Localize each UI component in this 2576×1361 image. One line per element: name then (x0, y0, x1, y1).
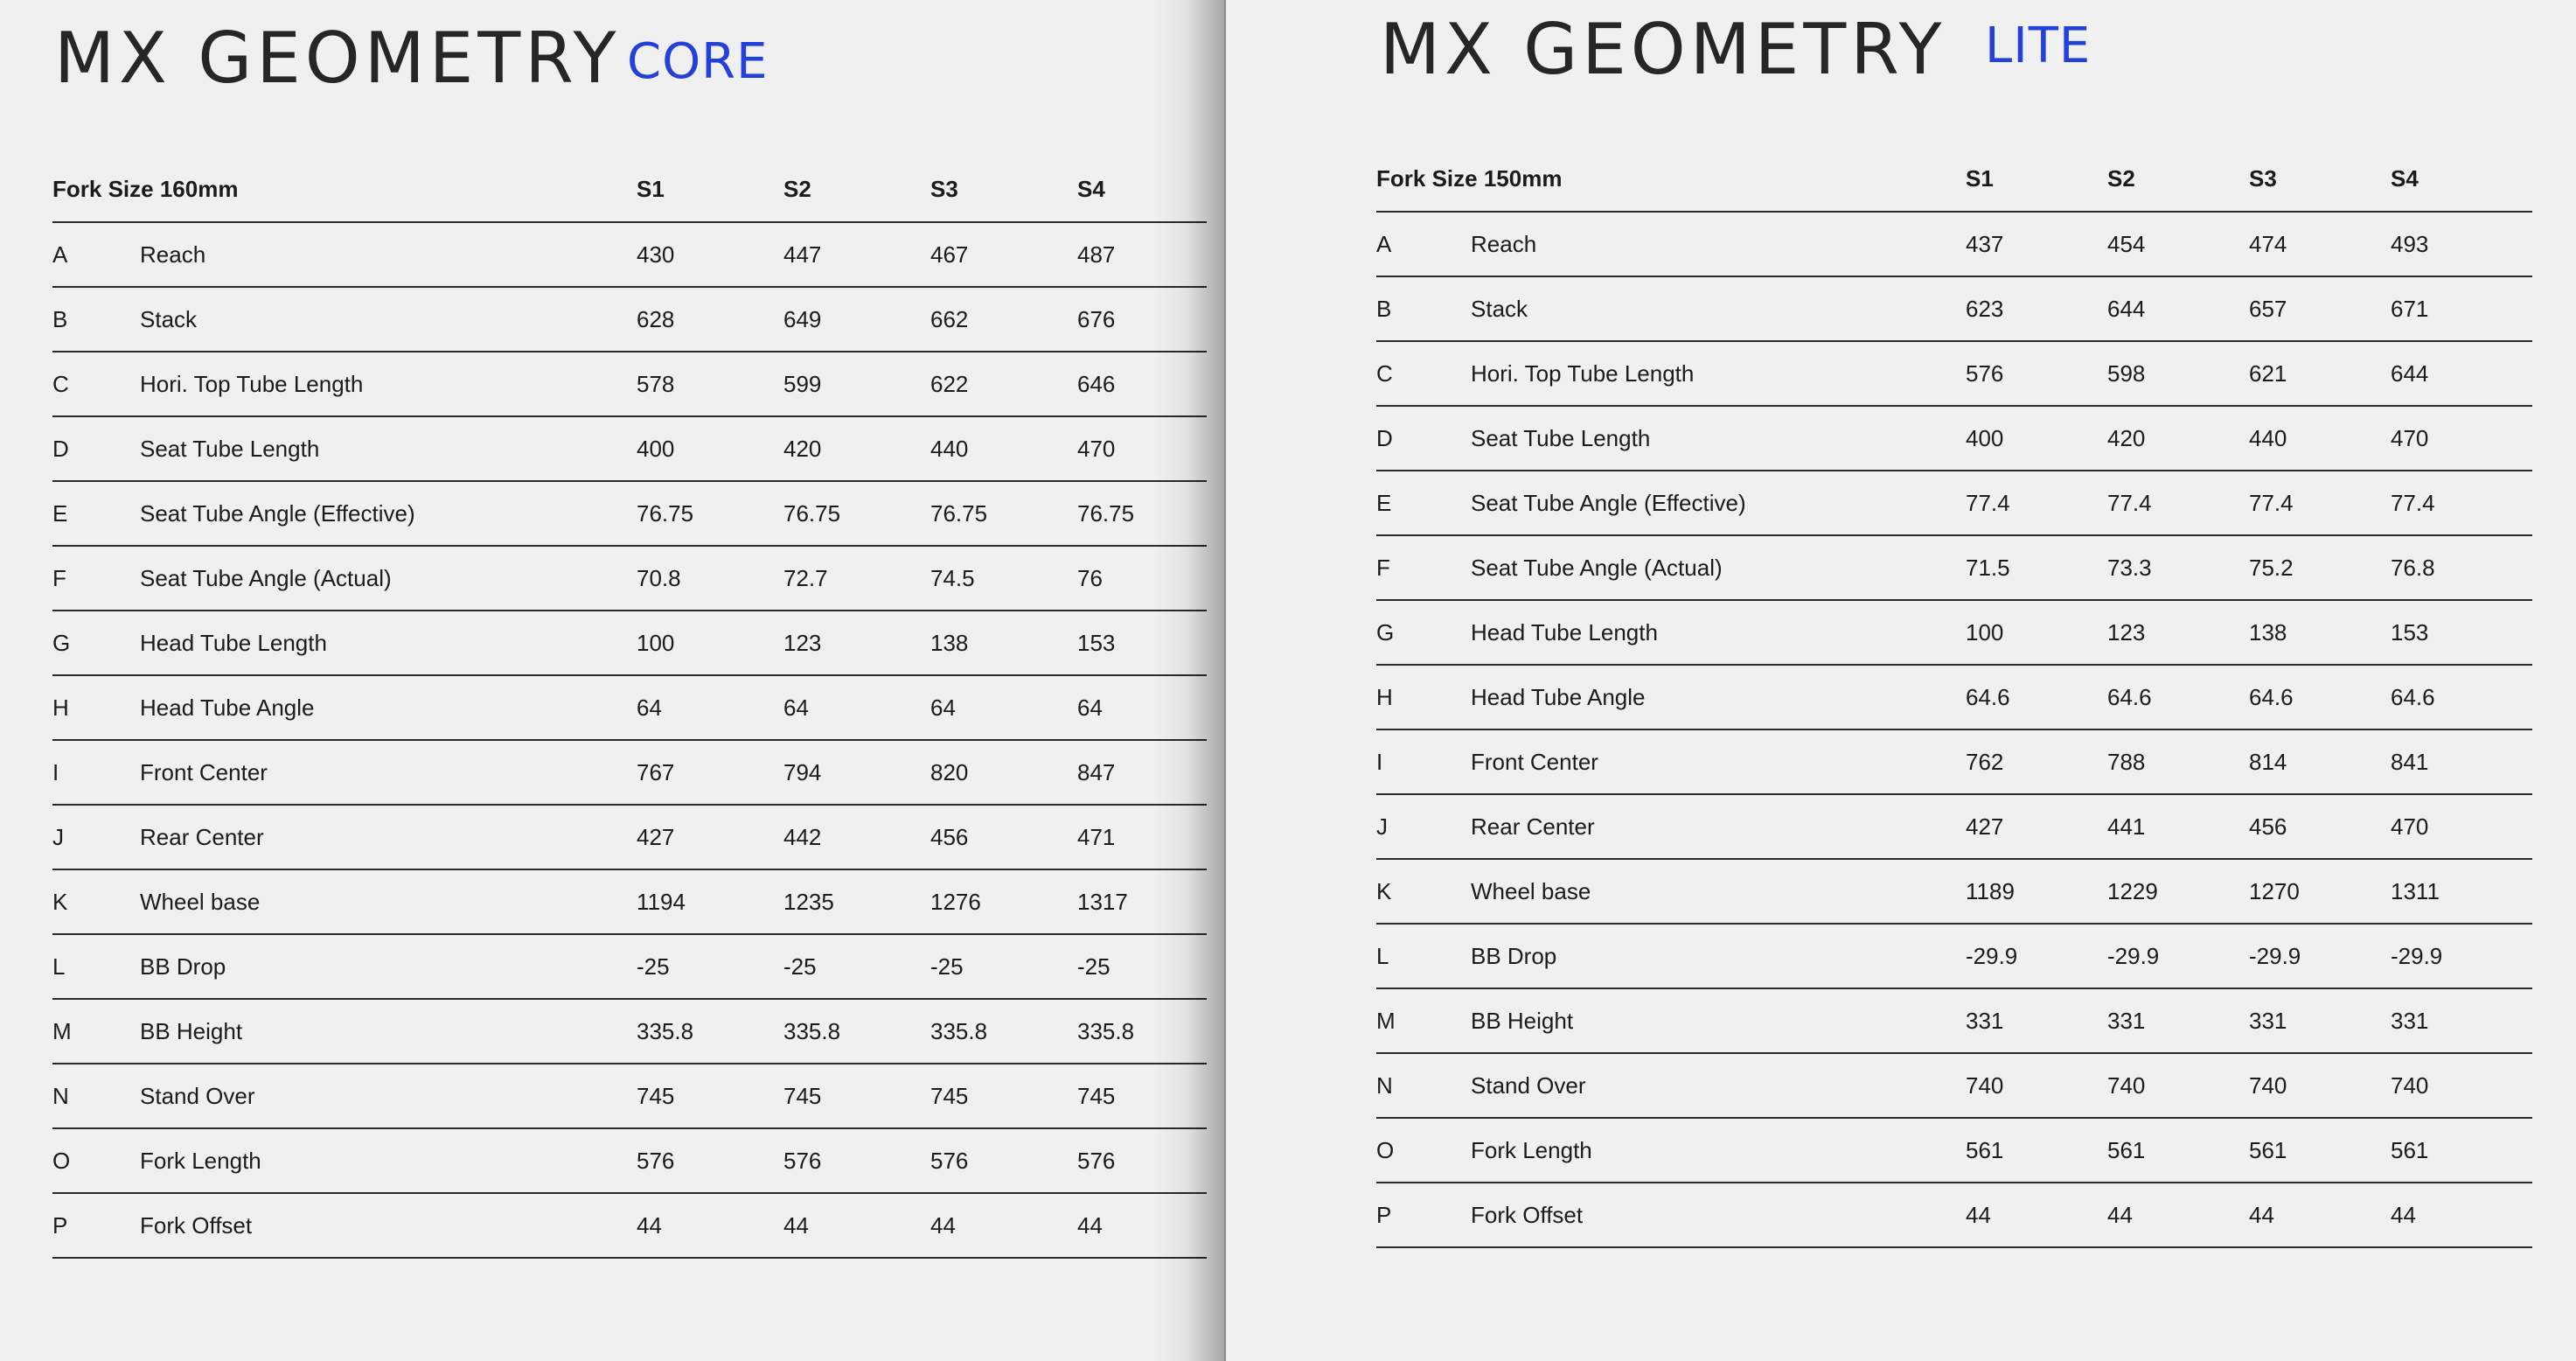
value-s3: 440 (2249, 424, 2287, 451)
value-s3: -29.9 (2249, 942, 2301, 969)
value-s3: 662 (930, 305, 969, 332)
value-s4: -25 (1077, 953, 1110, 980)
core-title-subtitle: CORE (627, 33, 769, 90)
value-s1: 561 (1966, 1136, 2004, 1163)
row-letter: L (52, 953, 66, 980)
row-letter: I (1376, 748, 1383, 775)
value-s4: 331 (2391, 1007, 2429, 1034)
table-row (52, 934, 1207, 999)
value-s3: 440 (930, 435, 969, 462)
lite-title-subtitle: LITE (1985, 17, 2092, 74)
row-letter: D (52, 435, 69, 462)
value-s2: 576 (783, 1147, 822, 1174)
value-s2: 745 (783, 1082, 822, 1109)
value-s2: 64 (783, 694, 809, 721)
row-letter: C (52, 370, 69, 397)
size-header-s2: S2 (783, 176, 811, 202)
value-s2: 598 (2107, 359, 2146, 387)
table-row (52, 1128, 1207, 1193)
row-letter: F (1376, 554, 1390, 581)
value-s4: 676 (1077, 305, 1116, 332)
value-s2: 77.4 (2107, 489, 2152, 516)
value-s2: 72.7 (783, 564, 828, 591)
table-row (1376, 859, 2532, 924)
value-s2: 599 (783, 370, 822, 397)
value-s4: 1317 (1077, 888, 1128, 915)
row-label: Fork Length (140, 1147, 261, 1174)
value-s2: 788 (2107, 748, 2146, 775)
value-s3: 820 (930, 758, 969, 785)
value-s4: 153 (2391, 618, 2429, 646)
row-label: Rear Center (1471, 813, 1595, 840)
core-title-main: MX GEOMETRY (54, 17, 621, 99)
row-letter: E (1376, 489, 1392, 516)
size-header-s4: S4 (1077, 176, 1105, 202)
value-s2: 64.6 (2107, 683, 2152, 710)
table-row (1376, 988, 2532, 1053)
table-row (1376, 1183, 2532, 1247)
table-row (1376, 1053, 2532, 1118)
value-s4: 671 (2391, 295, 2429, 322)
value-s1: 100 (637, 629, 675, 656)
value-s2: 649 (783, 305, 822, 332)
value-s2: 335.8 (783, 1017, 841, 1044)
value-s2: 123 (2107, 618, 2146, 646)
value-s2: -25 (783, 953, 817, 980)
size-header-s1: S1 (1966, 165, 1994, 192)
row-label: Head Tube Angle (1471, 683, 1646, 710)
row-label: BB Height (140, 1017, 243, 1044)
value-s1: 576 (637, 1147, 675, 1174)
value-s1: 762 (1966, 748, 2004, 775)
page-fold-shadow (1152, 0, 1224, 1361)
value-s1: 623 (1966, 295, 2004, 322)
table-row (1376, 406, 2532, 471)
value-s2: 1229 (2107, 877, 2158, 904)
value-s3: 74.5 (930, 564, 975, 591)
row-letter: D (1376, 424, 1393, 451)
row-label: Fork Offset (1471, 1201, 1584, 1228)
row-label: Fork Length (1471, 1136, 1592, 1163)
value-s4: 1311 (2391, 877, 2440, 904)
table-row (1376, 729, 2532, 794)
row-letter: C (1376, 359, 1393, 387)
size-header-s4: S4 (2391, 165, 2419, 192)
row-label: Stand Over (1471, 1071, 1586, 1099)
row-letter: A (52, 241, 68, 268)
value-s4: 64 (1077, 694, 1103, 721)
table-row (1376, 794, 2532, 859)
value-s4: 335.8 (1077, 1017, 1135, 1044)
row-letter: N (1376, 1071, 1393, 1099)
value-s3: 456 (930, 823, 969, 850)
row-letter: H (1376, 683, 1393, 710)
row-letter: A (1376, 230, 1392, 257)
value-s4: 44 (2391, 1201, 2416, 1228)
row-label: Hori. Top Tube Length (1471, 359, 1695, 387)
table-row (52, 999, 1207, 1064)
value-s4: 470 (1077, 435, 1116, 462)
table-row (1376, 212, 2532, 276)
value-s3: 622 (930, 370, 969, 397)
value-s3: 138 (930, 629, 969, 656)
size-header-s1: S1 (637, 176, 665, 202)
row-letter: H (52, 694, 69, 721)
value-s1: 437 (1966, 230, 2004, 257)
row-label: Head Tube Length (140, 629, 327, 656)
value-s2: 44 (783, 1211, 809, 1239)
size-header-s3: S3 (2249, 165, 2277, 192)
table-row (1376, 535, 2532, 600)
table-row (1376, 1118, 2532, 1183)
row-label: BB Height (1471, 1007, 1574, 1034)
value-s3: 745 (930, 1082, 969, 1109)
value-s2: 123 (783, 629, 822, 656)
lite-title-main: MX GEOMETRY (1380, 9, 1946, 90)
size-header-s3: S3 (930, 176, 958, 202)
value-s3: 64.6 (2249, 683, 2294, 710)
value-s1: 76.75 (637, 499, 694, 527)
row-label: Front Center (140, 758, 268, 785)
row-label: Head Tube Angle (140, 694, 315, 721)
value-s2: 442 (783, 823, 822, 850)
value-s2: 76.75 (783, 499, 841, 527)
table-row (1376, 471, 2532, 535)
value-s4: 576 (1077, 1147, 1116, 1174)
value-s1: -29.9 (1966, 942, 2018, 969)
value-s1: 64.6 (1966, 683, 2010, 710)
value-s1: 767 (637, 758, 675, 785)
value-s4: 644 (2391, 359, 2429, 387)
row-label: BB Drop (1471, 942, 1557, 969)
core-title (54, 17, 769, 99)
size-header-s2: S2 (2107, 165, 2135, 192)
row-label: Reach (1471, 230, 1537, 257)
value-s4: 740 (2391, 1071, 2429, 1099)
value-s3: 138 (2249, 618, 2287, 646)
row-label: Seat Tube Length (1471, 424, 1651, 451)
value-s3: 657 (2249, 295, 2287, 322)
value-s4: 847 (1077, 758, 1116, 785)
row-label: Head Tube Length (1471, 618, 1658, 646)
value-s3: 64 (930, 694, 956, 721)
value-s3: 740 (2249, 1071, 2287, 1099)
value-s4: 646 (1077, 370, 1116, 397)
row-label: Wheel base (140, 888, 261, 915)
value-s3: 44 (2249, 1201, 2274, 1228)
value-s4: -29.9 (2391, 942, 2443, 969)
value-s4: 487 (1077, 241, 1116, 268)
row-letter: F (52, 564, 66, 591)
table-row (52, 869, 1207, 934)
value-s2: 420 (2107, 424, 2146, 451)
table-row (52, 287, 1207, 352)
value-s1: 71.5 (1966, 554, 2010, 581)
row-label: Hori. Top Tube Length (140, 370, 364, 397)
value-s2: 420 (783, 435, 822, 462)
value-s4: 44 (1077, 1211, 1103, 1239)
table-row (52, 740, 1207, 805)
value-s1: 400 (637, 435, 675, 462)
row-letter: J (52, 823, 64, 850)
row-label: Seat Tube Angle (Effective) (140, 499, 415, 527)
value-s3: 331 (2249, 1007, 2287, 1034)
value-s1: 576 (1966, 359, 2004, 387)
table-row (1376, 276, 2532, 341)
row-letter: M (52, 1017, 72, 1044)
table-row (1376, 600, 2532, 665)
table-row (52, 546, 1207, 611)
value-s3: 456 (2249, 813, 2287, 840)
table-row (52, 222, 1207, 287)
value-s1: 100 (1966, 618, 2004, 646)
value-s4: 76.8 (2391, 554, 2435, 581)
value-s3: 75.2 (2249, 554, 2294, 581)
table-row (52, 352, 1207, 416)
row-letter: G (1376, 618, 1395, 646)
row-letter: G (52, 629, 71, 656)
row-label: Seat Tube Angle (Actual) (140, 564, 392, 591)
value-s3: 576 (930, 1147, 969, 1174)
value-s1: -25 (637, 953, 670, 980)
fork-size-header: Fork Size 150mm (1376, 165, 1563, 192)
row-label: Seat Tube Length (140, 435, 320, 462)
row-label: BB Drop (140, 953, 226, 980)
value-s3: 44 (930, 1211, 956, 1239)
value-s2: 441 (2107, 813, 2146, 840)
value-s2: 73.3 (2107, 554, 2152, 581)
value-s4: 841 (2391, 748, 2429, 775)
fork-size-header: Fork Size 160mm (52, 176, 239, 202)
table-header-row (52, 157, 1207, 222)
row-label: Stand Over (140, 1082, 255, 1109)
value-s1: 1194 (637, 888, 686, 915)
core-geometry-panel (0, 0, 1224, 1361)
row-letter: I (52, 758, 59, 785)
value-s4: 76 (1077, 564, 1103, 591)
row-label: Rear Center (140, 823, 264, 850)
value-s3: 621 (2249, 359, 2287, 387)
value-s4: 77.4 (2391, 489, 2435, 516)
value-s2: 561 (2107, 1136, 2146, 1163)
value-s3: 814 (2249, 748, 2287, 775)
value-s1: 331 (1966, 1007, 2004, 1034)
value-s1: 745 (637, 1082, 675, 1109)
row-letter: P (52, 1211, 68, 1239)
value-s2: 644 (2107, 295, 2146, 322)
row-letter: K (52, 888, 68, 915)
value-s4: 76.75 (1077, 499, 1135, 527)
row-letter: B (52, 305, 68, 332)
table-row (1376, 665, 2532, 729)
row-label: Fork Offset (140, 1211, 253, 1239)
value-s3: 77.4 (2249, 489, 2294, 516)
lite-geometry-panel (1226, 0, 2576, 1361)
table-row (52, 416, 1207, 481)
value-s4: 470 (2391, 424, 2429, 451)
row-label: Front Center (1471, 748, 1598, 775)
row-letter: B (1376, 295, 1392, 322)
value-s2: 794 (783, 758, 822, 785)
value-s2: 331 (2107, 1007, 2146, 1034)
table-row (52, 1193, 1207, 1258)
value-s2: -29.9 (2107, 942, 2160, 969)
value-s3: 1270 (2249, 877, 2300, 904)
row-label: Stack (140, 305, 198, 332)
row-letter: E (52, 499, 68, 527)
value-s3: 467 (930, 241, 969, 268)
value-s1: 70.8 (637, 564, 681, 591)
value-s2: 447 (783, 241, 822, 268)
lite-geometry-table (1376, 147, 2532, 1248)
value-s2: 454 (2107, 230, 2146, 257)
table-row (52, 1064, 1207, 1128)
value-s3: 335.8 (930, 1017, 988, 1044)
value-s4: 470 (2391, 813, 2429, 840)
table-row (1376, 341, 2532, 406)
value-s4: 561 (2391, 1136, 2429, 1163)
row-label: Reach (140, 241, 206, 268)
value-s1: 400 (1966, 424, 2004, 451)
row-label: Seat Tube Angle (Actual) (1471, 554, 1723, 581)
value-s1: 44 (1966, 1201, 1991, 1228)
row-letter: O (1376, 1136, 1395, 1163)
value-s1: 427 (637, 823, 675, 850)
row-label: Wheel base (1471, 877, 1591, 904)
row-letter: O (52, 1147, 71, 1174)
value-s3: 1276 (930, 888, 981, 915)
table-row (52, 481, 1207, 546)
value-s4: 153 (1077, 629, 1116, 656)
row-label: Seat Tube Angle (Effective) (1471, 489, 1746, 516)
row-letter: J (1376, 813, 1388, 840)
value-s4: 64.6 (2391, 683, 2435, 710)
row-letter: K (1376, 877, 1392, 904)
value-s1: 1189 (1966, 877, 2015, 904)
value-s1: 64 (637, 694, 662, 721)
table-row (1376, 924, 2532, 988)
table-row (52, 675, 1207, 740)
row-letter: P (1376, 1201, 1392, 1228)
value-s3: -25 (930, 953, 964, 980)
row-letter: M (1376, 1007, 1396, 1034)
value-s3: 76.75 (930, 499, 988, 527)
value-s2: 1235 (783, 888, 834, 915)
value-s1: 44 (637, 1211, 662, 1239)
table-row (52, 611, 1207, 675)
value-s1: 77.4 (1966, 489, 2010, 516)
value-s4: 471 (1077, 823, 1116, 850)
row-letter: L (1376, 942, 1389, 969)
value-s3: 561 (2249, 1136, 2287, 1163)
row-letter: N (52, 1082, 69, 1109)
value-s4: 745 (1077, 1082, 1116, 1109)
value-s1: 628 (637, 305, 675, 332)
value-s2: 44 (2107, 1201, 2133, 1228)
lite-title (1380, 9, 2092, 90)
value-s1: 430 (637, 241, 675, 268)
core-geometry-table (52, 157, 1207, 1259)
value-s3: 474 (2249, 230, 2287, 257)
value-s1: 578 (637, 370, 675, 397)
table-row (52, 805, 1207, 869)
table-header-row (1376, 147, 2532, 212)
row-label: Stack (1471, 295, 1528, 322)
value-s4: 493 (2391, 230, 2429, 257)
value-s1: 427 (1966, 813, 2004, 840)
value-s1: 335.8 (637, 1017, 694, 1044)
value-s2: 740 (2107, 1071, 2146, 1099)
value-s1: 740 (1966, 1071, 2004, 1099)
